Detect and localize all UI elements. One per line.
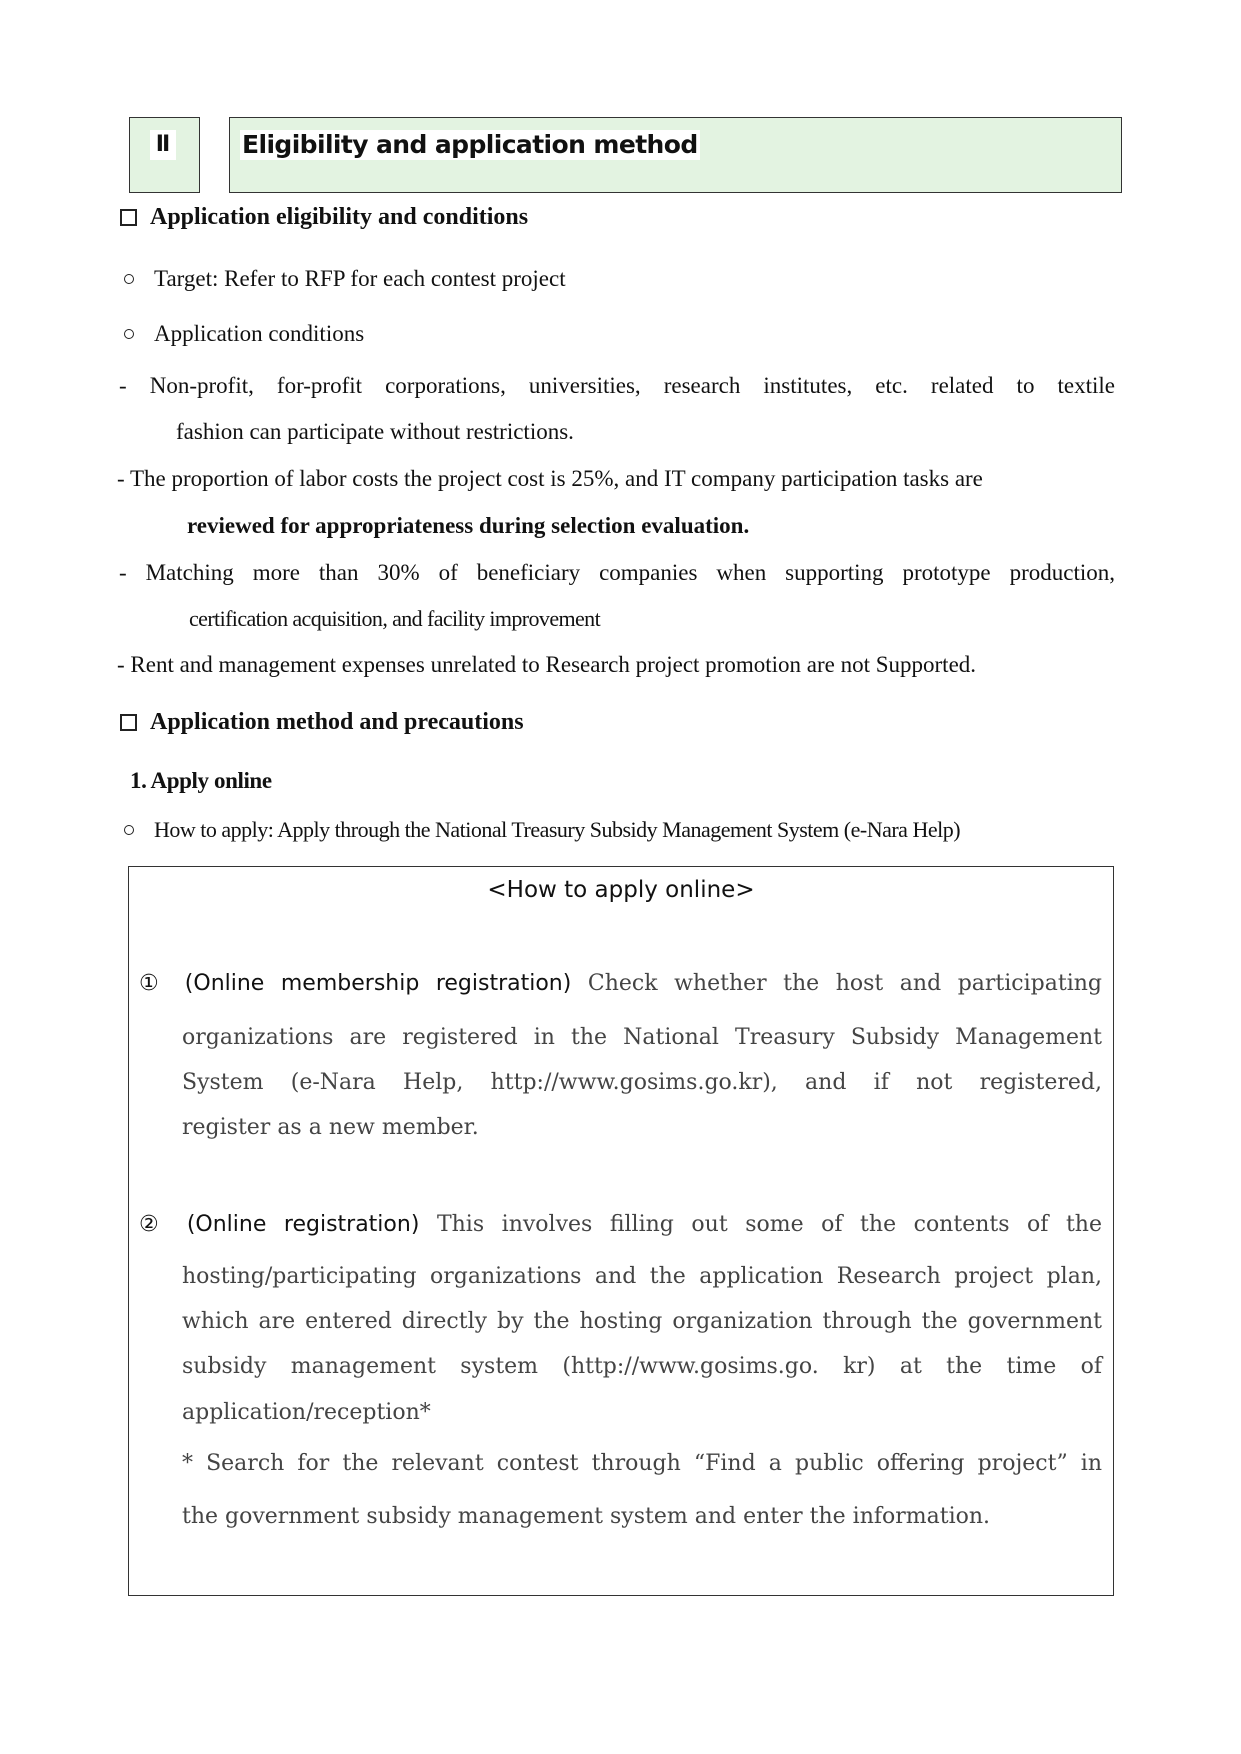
step-2-line-1 [139, 1212, 1102, 1237]
section-number-box [129, 117, 200, 193]
step-1-line-4: register as a new member. [182, 1115, 479, 1140]
step-1-line-2: organizations are registered in the National Treasury Subsidy Management [182, 1025, 1102, 1050]
circle-bullet-icon [124, 329, 134, 339]
step-2-note-1: * Search for the relevant contest through “Find a public offering project” in [182, 1451, 1102, 1476]
step-1-number: ① [139, 971, 169, 996]
how-to-apply-text: How to apply: Apply through the National Treasury Subsidy Management System (e-Nara Help) [154, 817, 961, 842]
step-2-text-1: This involves filling out some of the contents of the [436, 1212, 1102, 1237]
target-text: Target: Refer to RFP for each contest project [154, 266, 566, 291]
step-1-line-3: System (e-Nara Help, http://www.gosims.go.kr), and if not registered, [182, 1070, 1102, 1095]
eligibility-heading-text: Application eligibility and conditions [150, 203, 529, 230]
conditions-line [124, 319, 364, 349]
condition-2-line-1: - The proportion of labor costs the project cost is 25%, and IT company participation tasks are [117, 466, 983, 491]
step-2-line-3: which are entered directly by the hosting organization through the government [182, 1309, 1102, 1334]
step-2-line-2: hosting/participating organizations and the application Research project plan, [182, 1264, 1102, 1289]
step-2-line-5: application/reception* [182, 1400, 431, 1425]
condition-2-line-2: reviewed for appropriateness during selection evaluation. [187, 513, 750, 538]
online-box-title: <How to apply online> [487, 877, 755, 903]
condition-1-line-2: fashion can participate without restrictions. [176, 419, 574, 444]
eligibility-heading [120, 201, 528, 233]
square-bullet-icon [120, 209, 137, 226]
square-bullet-icon [120, 714, 137, 731]
step-2-note-2: the government subsidy management system and enter the information. [182, 1504, 991, 1529]
section-title: Eligibility and application method [242, 130, 698, 159]
condition-3-line-1: - Matching more than 30% of beneficiary companies when supporting prototype production, [119, 560, 1115, 585]
how-to-apply-line [124, 815, 960, 845]
method-heading [120, 706, 524, 738]
conditions-label: Application conditions [154, 321, 365, 346]
target-line [124, 264, 566, 294]
apply-online-subheading: 1. Apply online [130, 768, 272, 793]
step-2-number: ② [139, 1212, 170, 1237]
step-1-label: (Online membership registration) [184, 971, 572, 996]
condition-4-line-1: - Rent and management expenses unrelated to Research project promotion are not Supported. [117, 652, 977, 677]
section-title-box [229, 117, 1122, 193]
circle-bullet-icon [124, 274, 134, 284]
step-1-text-1: Check whether the host and participating [587, 971, 1102, 996]
step-1-line-1 [139, 971, 1102, 996]
condition-3-line-2: certification acquisition, and facility improvement [189, 606, 601, 631]
how-to-apply-online-box [128, 866, 1114, 1596]
step-2-line-4: subsidy management system (http://www.gosims.go. kr) at the time of [182, 1354, 1102, 1379]
condition-1-line-1: - Non-profit, for-profit corporations, universities, research institutes, etc. related to textile [119, 373, 1115, 398]
circle-bullet-icon [124, 825, 134, 835]
section-number: Ⅱ [150, 130, 176, 160]
method-heading-text: Application method and precautions [150, 708, 524, 735]
step-2-label: (Online registration) [186, 1212, 420, 1237]
